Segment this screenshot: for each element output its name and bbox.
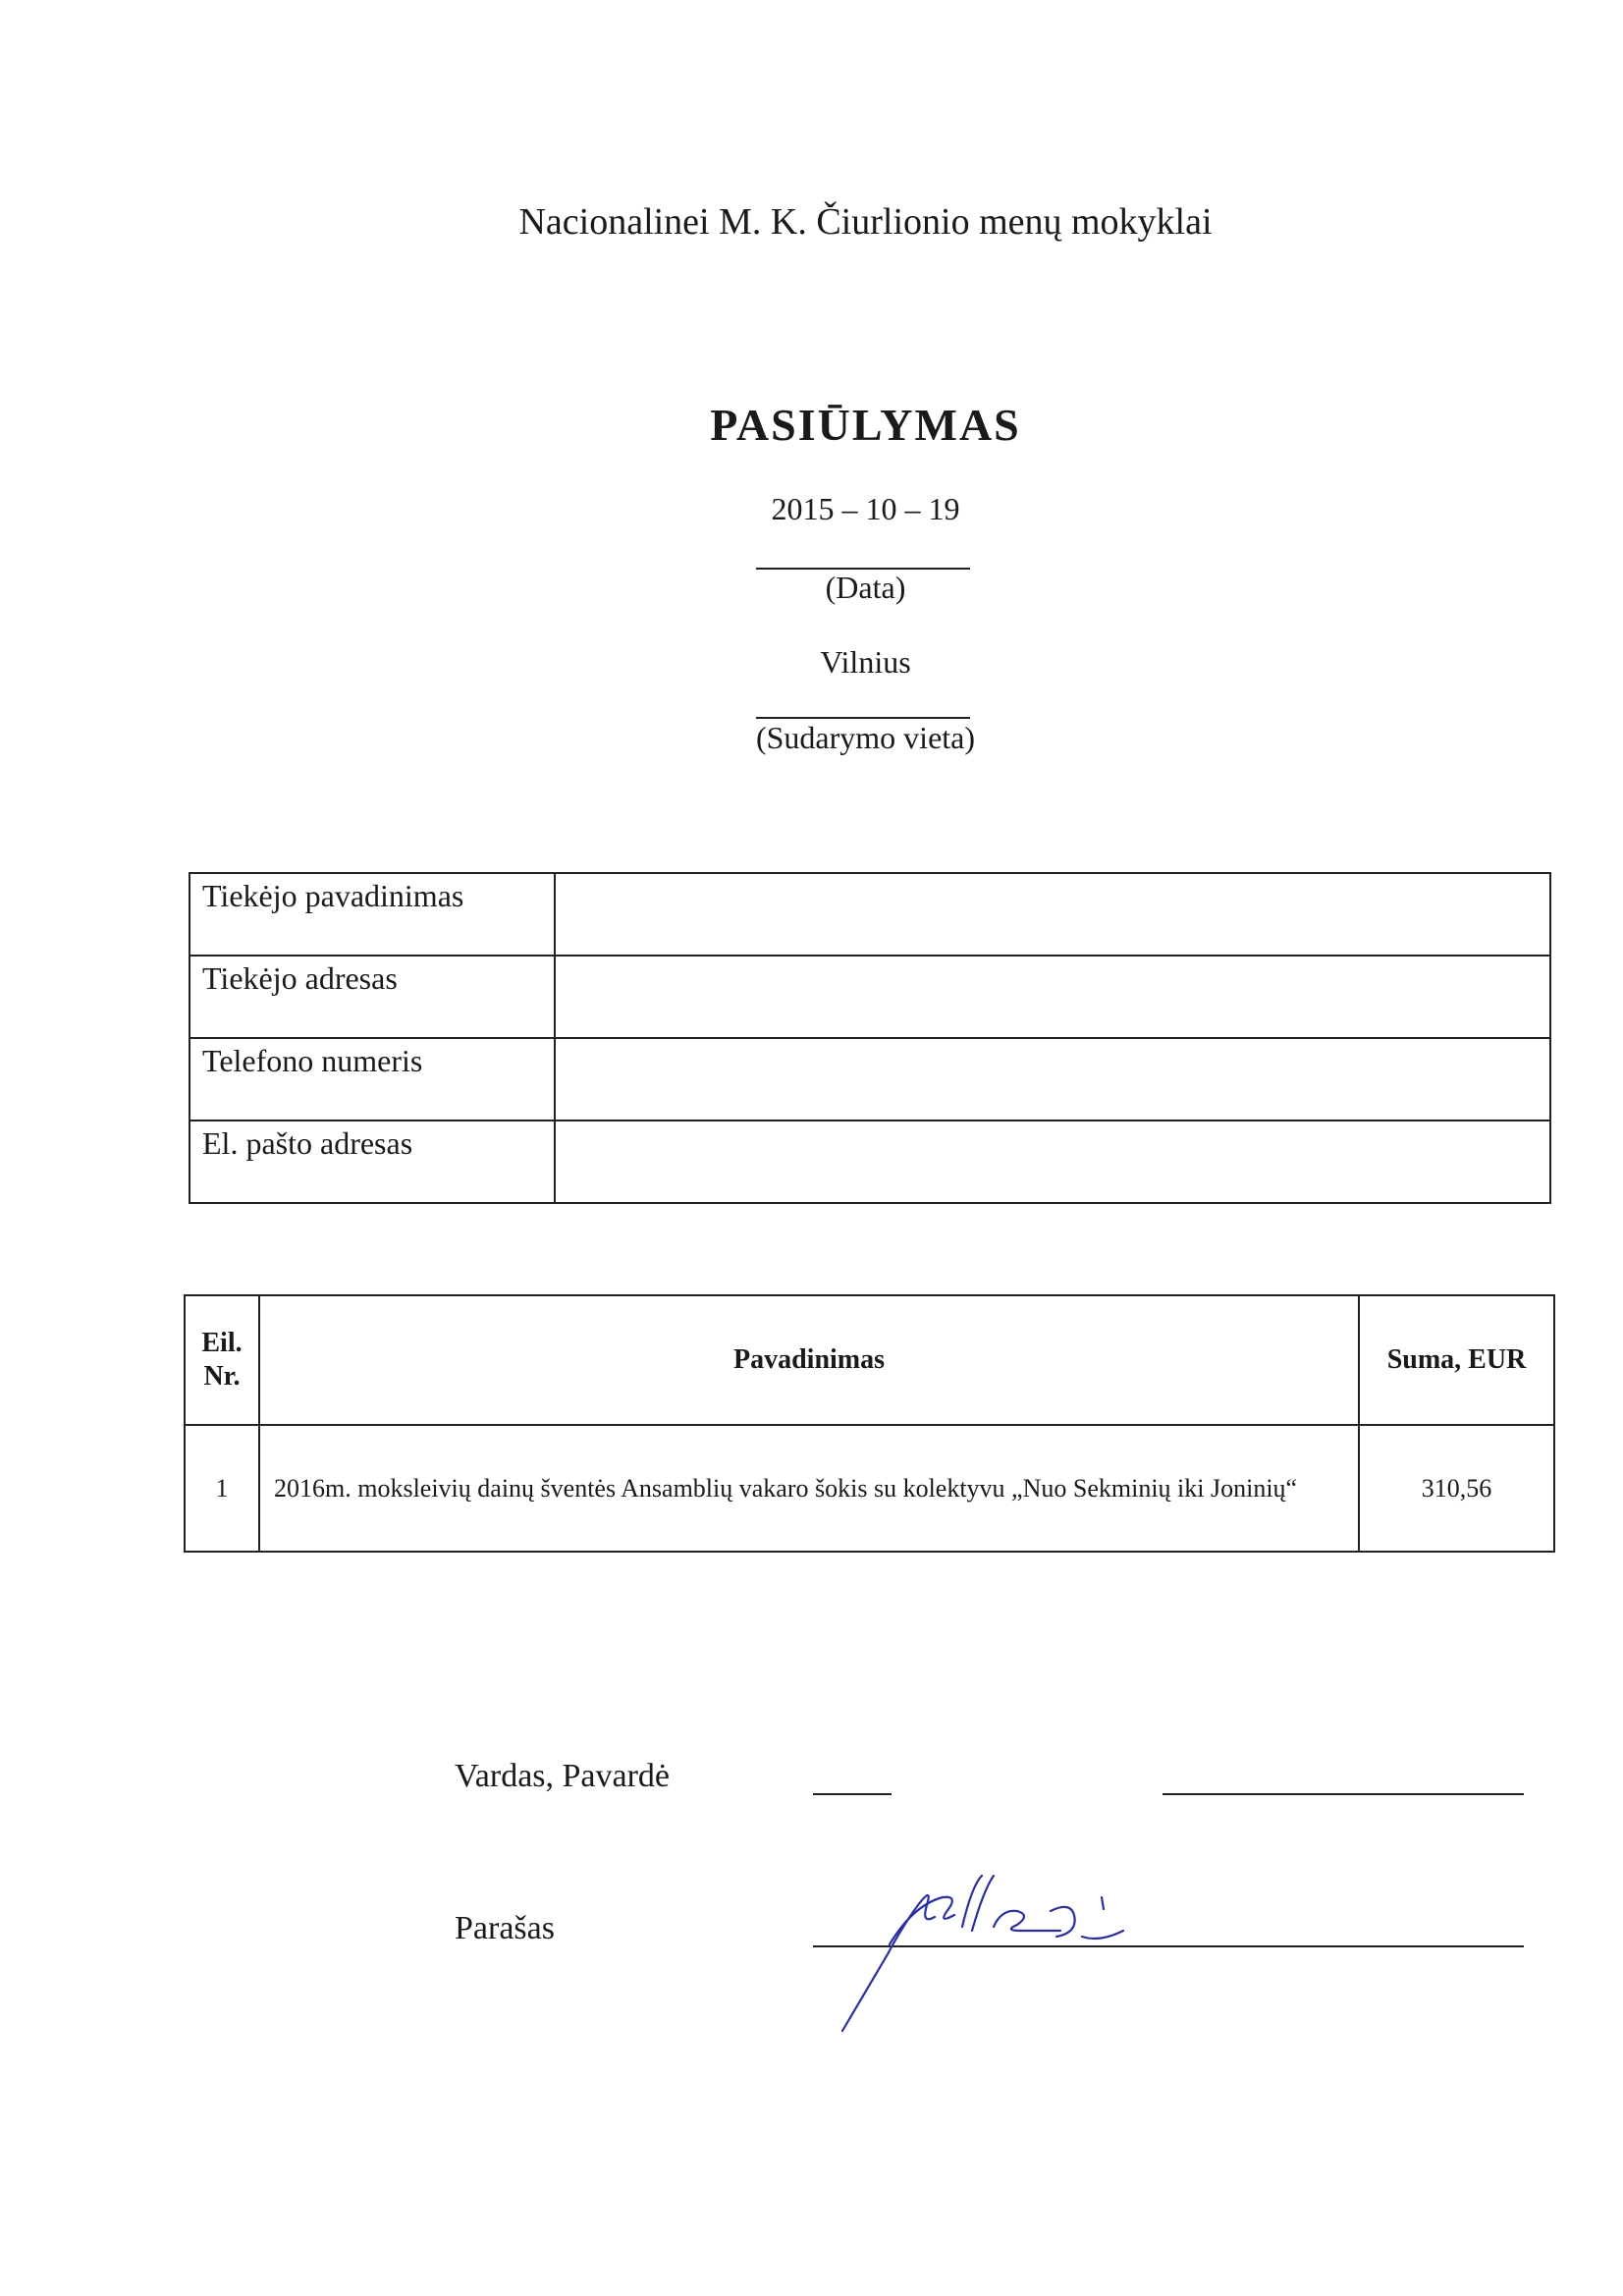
document-date: 2015 – 10 – 19 — [771, 491, 960, 526]
document-title: PASIŪLYMAS — [710, 400, 1021, 450]
date-caption: (Data) — [825, 570, 906, 605]
supplier-row-email — [189, 1121, 1550, 1203]
supplier-phone-label: Telefono numeris — [189, 1038, 555, 1121]
row-nr: 1 — [185, 1425, 259, 1552]
header-name: Pavadinimas — [259, 1295, 1359, 1425]
place-caption: (Sudarymo vieta) — [755, 720, 976, 755]
supplier-name-label: Tiekėjo pavadinimas — [189, 873, 555, 956]
name-underline-long — [1163, 1793, 1524, 1795]
offer-table — [184, 1294, 1555, 1553]
header-nr-line2: Nr. — [203, 1361, 241, 1392]
name-underline-short — [813, 1793, 892, 1795]
signature-label: Parašas — [455, 1910, 555, 1946]
header-nr-line1: Eil. — [201, 1328, 243, 1359]
name-surname-label: Vardas, Pavardė — [455, 1758, 671, 1794]
place-value: Vilnius — [820, 644, 911, 680]
supplier-phone-value — [555, 1038, 1550, 1121]
supplier-name-value — [555, 873, 1550, 956]
supplier-info-table — [189, 872, 1551, 1204]
header-nr — [185, 1295, 259, 1425]
table-row — [185, 1425, 1554, 1552]
place-underline — [756, 717, 970, 719]
handwritten-signature — [825, 1846, 1217, 2043]
supplier-email-value — [555, 1121, 1550, 1203]
supplier-row-name — [189, 873, 1550, 956]
supplier-email-label: El. pašto adresas — [189, 1121, 555, 1203]
row-name: 2016m. moksleivių dainų šventės Ansamblių vakaro šokis su kolektyvu „Nuo Sekminių iki Joninių“ — [259, 1425, 1359, 1552]
header-sum: Suma, EUR — [1359, 1295, 1554, 1425]
supplier-address-label: Tiekėjo adresas — [189, 956, 555, 1038]
offer-header-row — [185, 1295, 1554, 1425]
supplier-row-phone — [189, 1038, 1550, 1121]
row-sum: 310,56 — [1359, 1425, 1554, 1552]
supplier-address-value — [555, 956, 1550, 1038]
recipient-line: Nacionalinei M. K. Čiurlionio menų mokyklai — [518, 201, 1213, 243]
supplier-row-address — [189, 956, 1550, 1038]
